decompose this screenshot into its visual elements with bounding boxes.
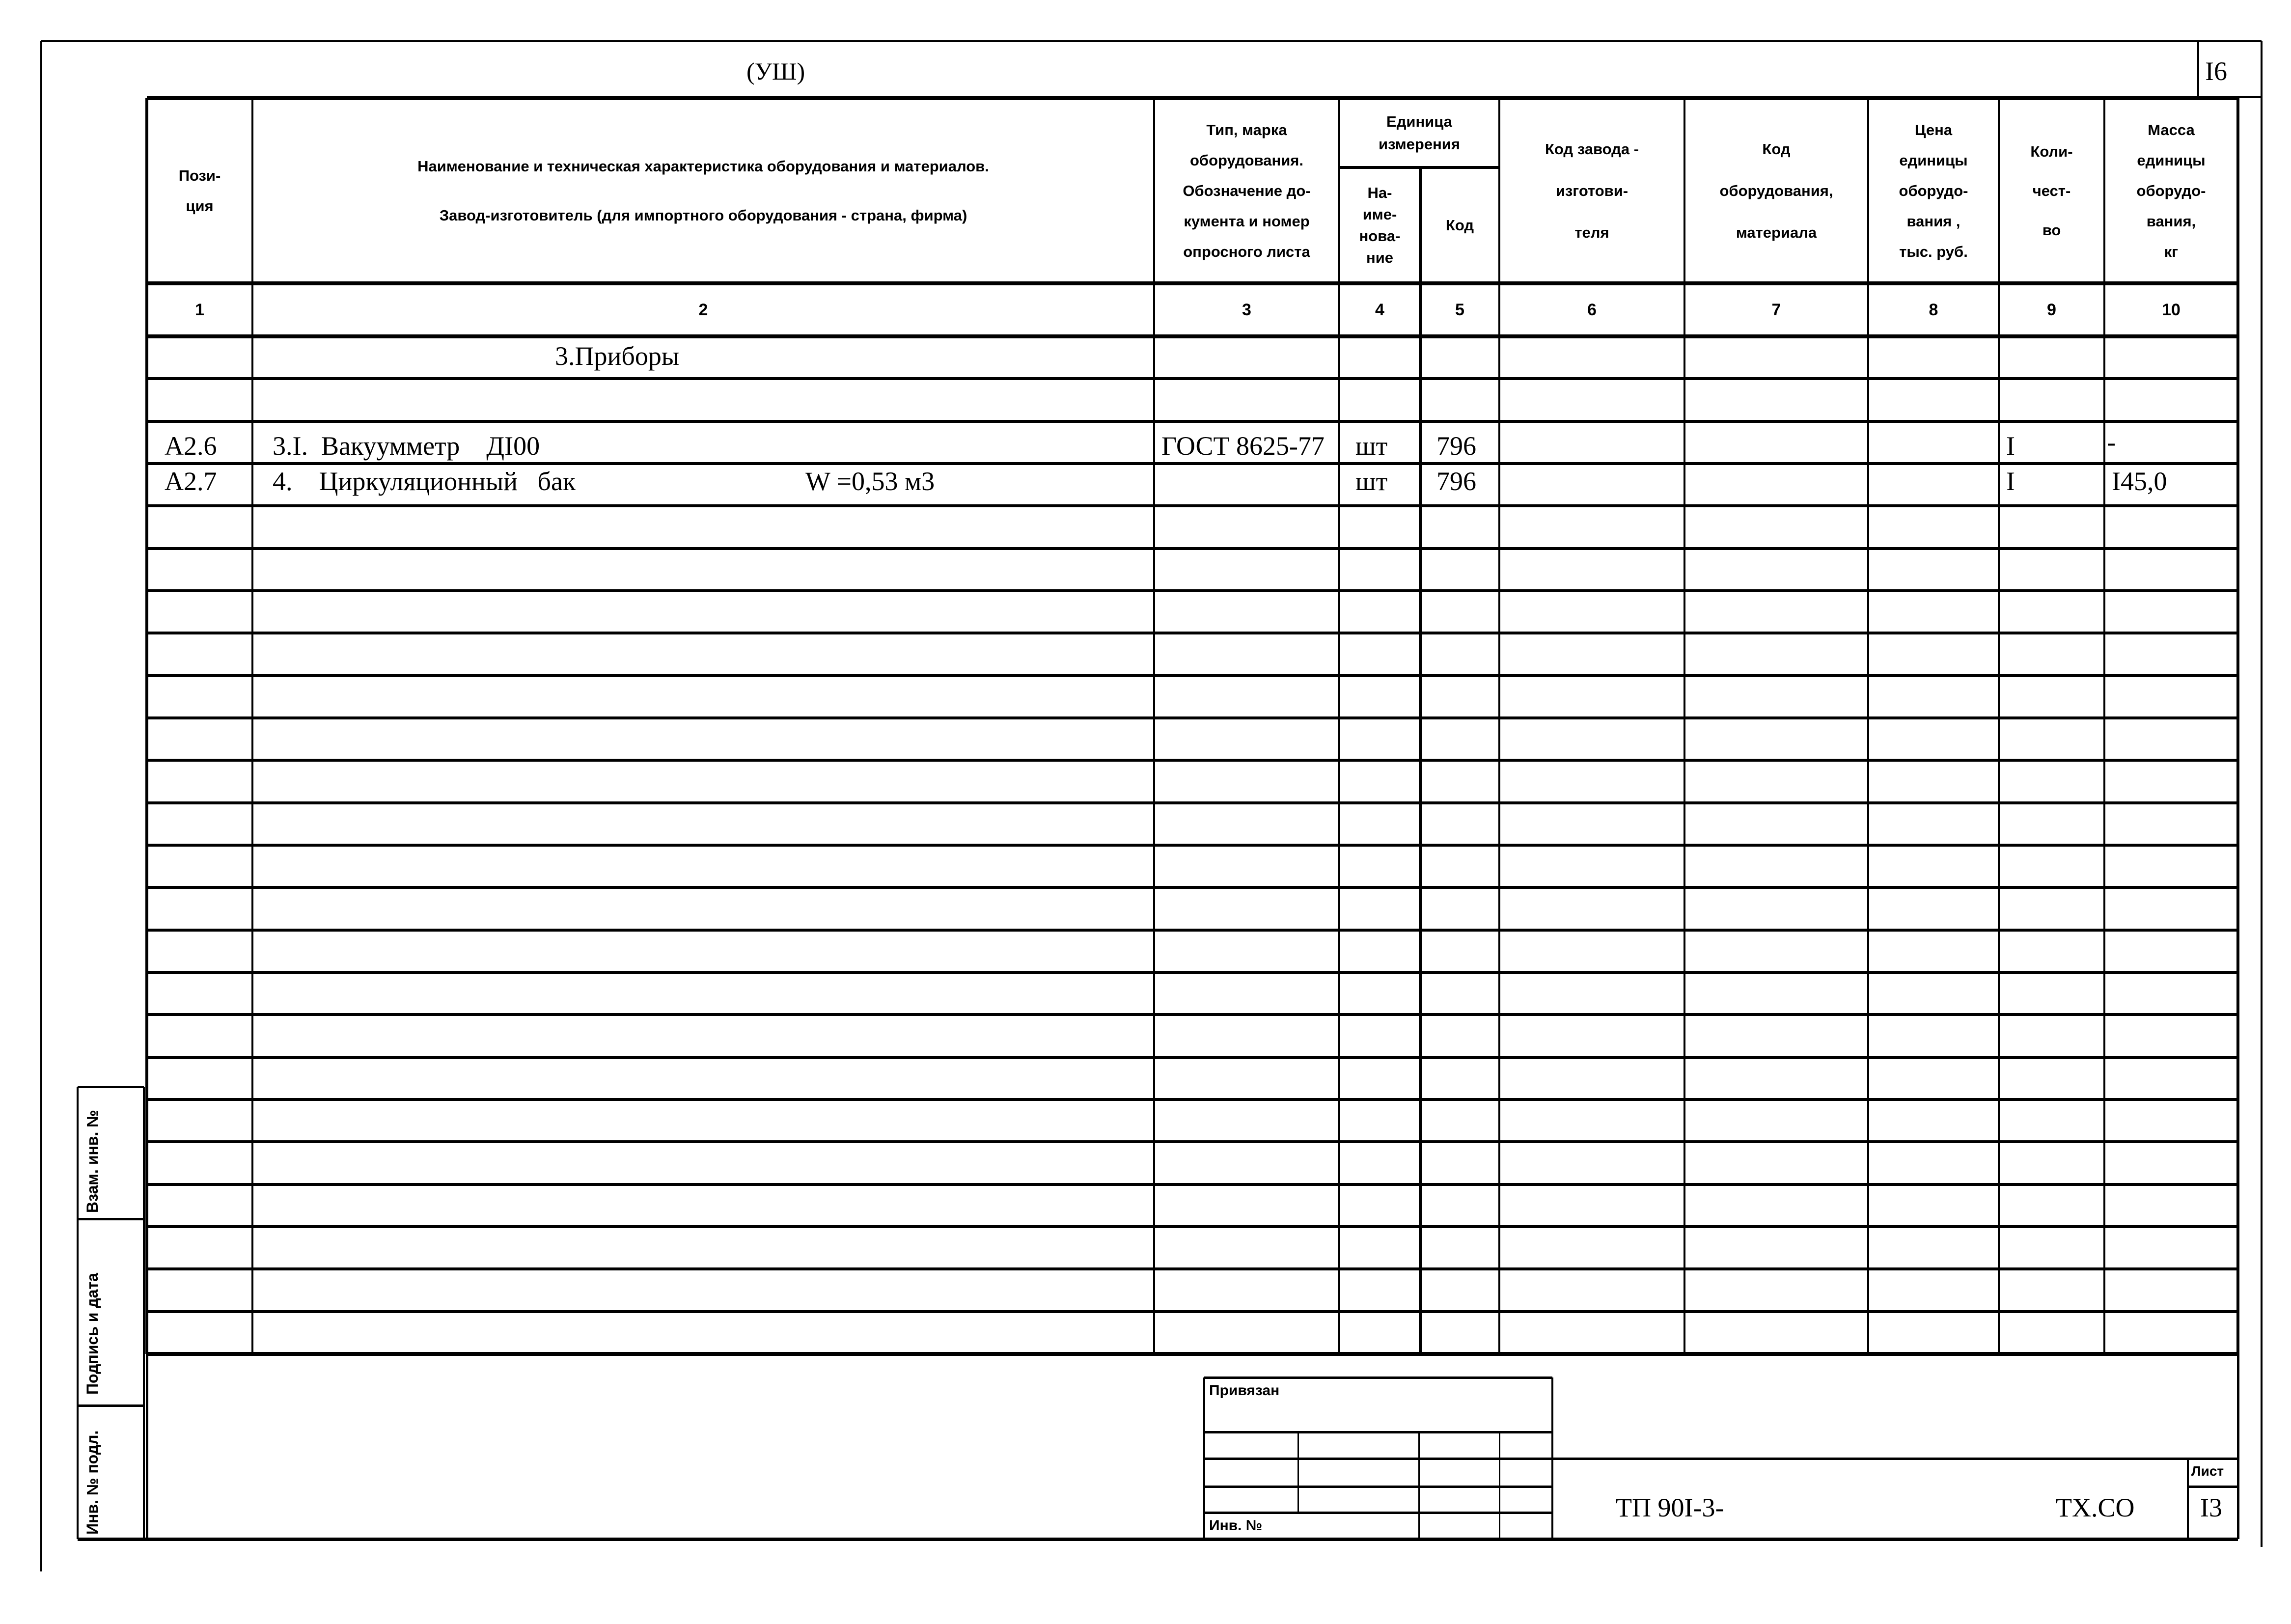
row1-unit: шт xyxy=(1355,431,1388,461)
column-number: 3 xyxy=(1242,300,1251,319)
grid-line xyxy=(147,801,2238,804)
grid-line xyxy=(147,1352,2238,1356)
header-name: Наименование и техническая характеристика оборудования и материалов. Завод-изготовитель (для импортного оборудования - страна, фирма) xyxy=(417,157,989,224)
header-equipment-code: Код оборудования, материала xyxy=(1719,140,1833,241)
grid-line xyxy=(147,929,2238,932)
row1-name: 3.I. Вакуумметр ДI00 xyxy=(273,431,540,461)
grid-line xyxy=(143,1087,145,1539)
grid-line xyxy=(147,971,2238,974)
grid-line xyxy=(147,462,2238,465)
column-number: 7 xyxy=(1771,300,1781,319)
grid-line xyxy=(147,844,2238,847)
column-number: 8 xyxy=(1929,300,1938,319)
stamp-signature-date: Подпись и дата xyxy=(83,1273,101,1395)
document-suffix: ТХ.СО xyxy=(2056,1493,2135,1522)
grid-line xyxy=(147,1225,2238,1228)
grid-line xyxy=(2261,41,2263,1547)
grid-line xyxy=(147,589,2238,592)
grid-line xyxy=(147,420,2238,423)
sheet-value: I3 xyxy=(2200,1493,2222,1522)
header-price: Цена единицы оборудо- вания , тыс. руб. xyxy=(1899,121,1968,260)
header-factory-code: Код завода - изготови- теля xyxy=(1545,140,1639,241)
header-quantity: Коли- чест- во xyxy=(2030,142,2073,239)
stamp-replaced-inv: Взам. инв. № xyxy=(83,1110,101,1213)
grid-line xyxy=(40,41,42,1571)
grid-line xyxy=(1204,1458,1552,1460)
grid-line xyxy=(1297,1432,1299,1513)
header-type: Тип, марка оборудования. Обозначение до- кумента и номер опросного листа xyxy=(1183,121,1311,260)
column-number: 1 xyxy=(195,300,204,319)
grid-line xyxy=(2188,1486,2238,1488)
section-title: 3.Приборы xyxy=(555,341,680,371)
grid-line xyxy=(1204,1376,1552,1379)
grid-line xyxy=(147,1267,2238,1270)
column-number: 6 xyxy=(1587,300,1597,319)
stamp-original-inv: Инв. № подл. xyxy=(83,1430,101,1535)
grid-line xyxy=(1552,1458,2238,1460)
column-number: 10 xyxy=(2162,300,2181,319)
row1-position: A2.6 xyxy=(165,431,217,461)
row1-mass: - xyxy=(2107,427,2116,457)
row2-unit: шт xyxy=(1355,467,1388,496)
grid-line xyxy=(78,1538,2238,1541)
grid-line xyxy=(2197,41,2199,97)
header-mass: Масса единицы оборудо- вания, кг xyxy=(2136,121,2206,260)
column-number: 9 xyxy=(2047,300,2056,319)
grid-line xyxy=(1499,1432,1500,1539)
header-unit-code: Код xyxy=(1445,217,1474,234)
column-number: 5 xyxy=(1455,300,1464,319)
row2-name: 4. Циркуляционный бак xyxy=(273,467,576,496)
grid-line xyxy=(147,1098,2238,1101)
grid-line xyxy=(147,632,2238,634)
row2-unit-code: 796 xyxy=(1436,467,1476,496)
grid-line xyxy=(147,1056,2238,1059)
header-unit-name: На- име- нова- ние xyxy=(1359,184,1401,266)
grid-line xyxy=(41,40,2262,42)
grid-line xyxy=(147,886,2238,889)
grid-line xyxy=(1204,1431,1552,1433)
inv-label: Инв. № xyxy=(1209,1517,1263,1534)
grid-line xyxy=(2187,1459,2189,1539)
row2-mass: I45,0 xyxy=(2112,467,2167,496)
row1-quantity: I xyxy=(2006,431,2015,461)
grid-line xyxy=(78,1404,144,1407)
grid-line xyxy=(77,1087,79,1539)
grid-line xyxy=(2237,1354,2239,1539)
grid-line xyxy=(147,759,2238,762)
grid-line xyxy=(146,1354,148,1539)
grid-line xyxy=(78,1086,144,1088)
grid-line xyxy=(147,377,2238,380)
section-code: (УШ) xyxy=(746,57,805,85)
grid-line xyxy=(1204,1512,1552,1514)
grid-line xyxy=(147,1140,2238,1143)
grid-line xyxy=(147,504,2238,507)
linked-label: Привязан xyxy=(1209,1382,1280,1399)
row2-quantity: I xyxy=(2006,467,2015,496)
grid-line xyxy=(147,1310,2238,1313)
grid-line xyxy=(147,1013,2238,1016)
grid-line xyxy=(147,716,2238,719)
row2-position: A2.7 xyxy=(165,467,217,496)
grid-line xyxy=(1204,1486,1552,1488)
sheet-number: I6 xyxy=(2205,56,2227,86)
grid-line xyxy=(1418,1432,1420,1539)
row1-type: ГОСТ 8625-77 xyxy=(1161,431,1325,461)
grid-line xyxy=(78,1218,144,1220)
header-position: Пози- ция xyxy=(178,166,221,215)
row1-unit-code: 796 xyxy=(1436,431,1476,461)
document-code: ТП 90I-3- xyxy=(1616,1493,1724,1522)
grid-line xyxy=(147,674,2238,677)
header-unit-group: Единица измерения xyxy=(1379,112,1460,153)
column-number: 2 xyxy=(698,300,708,319)
grid-line xyxy=(147,1183,2238,1186)
row2-spec: W =0,53 м3 xyxy=(805,467,935,496)
column-number: 4 xyxy=(1375,300,1384,319)
sheet-label: Лист xyxy=(2191,1463,2224,1479)
grid-line xyxy=(147,547,2238,550)
